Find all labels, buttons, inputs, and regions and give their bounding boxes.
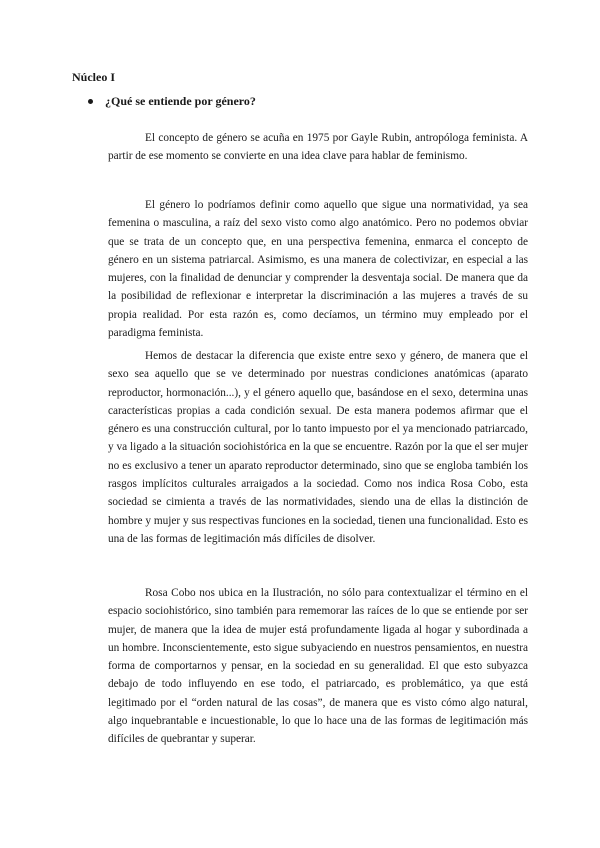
- paragraph-3: Hemos de destacar la diferencia que existe entre sexo y género, de manera que el sexo sea aquello que se ve determinado por nuestras condiciones anatómicas (aparato reproductor, hormonación...), y el género aquello que, basándose en el sexo, determina unas características propias a cada condición sexual. De esta manera podemos afirmar que el género es una construcción cultural, por lo tanto impuesto por el ya mencionado patriarcado, y va ligado a la situación sociohistórica en la que se encuentre. Razón por la que el ser mujer no es exclusivo a tener un aparato reproductor determinado, sino que se engloba también los rasgos implícitos culturales arraigados a la sociedad. Como nos indica Rosa Cobo, esta sociedad se cimienta a través de las normatividades, siendo una de ellas la distinción de hombre y mujer y sus respectivas funciones en la sociedad, tienen una funcionalidad. Esto es una de las formas de legitimación más difíciles de disolver.: [108, 350, 528, 545]
- bullet-question: ¿Qué se entiende por género?: [105, 94, 256, 108]
- bullet-item: [88, 94, 256, 108]
- paragraph-4: Rosa Cobo nos ubica en la Ilustración, no sólo para contextualizar el término en el espacio sociohistórico, sino también para rememorar las raíces de lo que se entiende por ser mujer, de manera que la idea de mujer está profundamente ligada al hogar y subordinada a un hombre. Inconscientemente, esto sigue subyaciendo en nuestros pensamientos, en nuestra forma de comportarnos y pensar, en la sociedad en su generalidad. El que esto subyazca debajo de todo influyendo en ese todo, el patriarcado, es problemático, ya que está legitimado por el “orden natural de las cosas”, de manera que es visto cómo algo natural, algo inquebrantable e incuestionable, lo que lo hace una de las formas de legitimación más difíciles de quebrantar y superar.: [108, 587, 528, 746]
- paragraph-2: El género lo podríamos definir como aquello que sigue una normatividad, ya sea femenina o masculina, a raíz del sexo visto como algo anatómico. Pero no podemos obviar que se trata de un concepto que, en una perspectiva femenina, enmarca el concepto de género en un sistema patriarcal. Asimismo, es una manera de colectivizar, en especial a las mujeres, con la finalidad de denunciar y comprender la desventaja social. De manera que da la posibilidad de reflexionar e interpretar la discriminación a las mujeres a través de su propia realidad. Por esta razón es, como decíamos, un término muy empleado por el paradigma feminista.: [108, 199, 528, 340]
- section-heading: Núcleo I: [72, 70, 115, 84]
- paragraph-1: El concepto de género se acuña en 1975 por Gayle Rubin, antropóloga feminista. A partir de ese momento se convierte en una idea clave para hablar de feminismo.: [108, 132, 528, 163]
- bullet-icon: [88, 99, 93, 104]
